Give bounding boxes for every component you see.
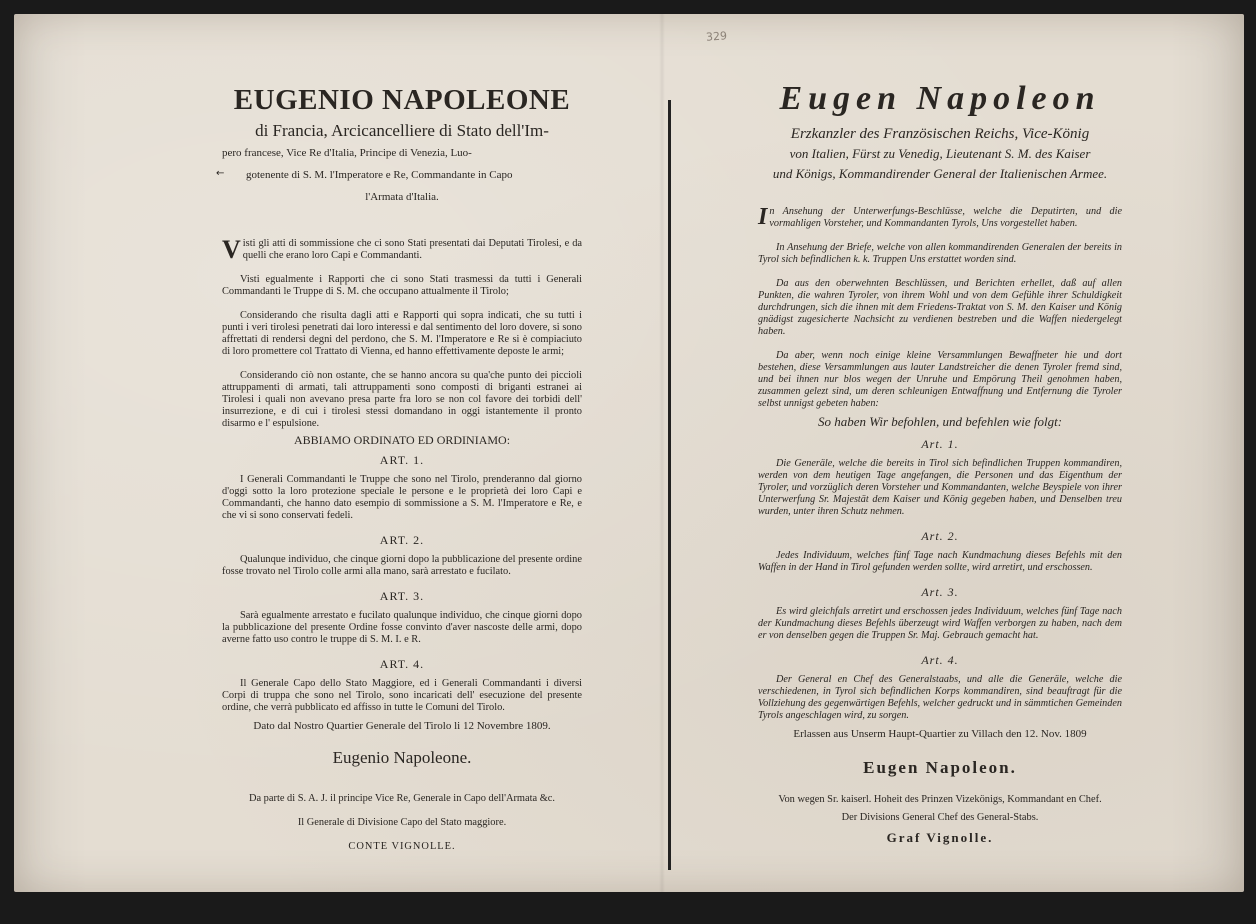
italian-subtitle-2: pero francese, Vice Re d'Italia, Principe di Venezia, Luo-	[222, 147, 472, 159]
german-drop-cap: I	[758, 204, 768, 230]
italian-art-3-heading: ART. 3.	[379, 589, 425, 603]
italian-art-2-text: Qualunque individuo, che cinque giorni dopo la pubblicazione del presente ordine fosse trovato nel Tirolo colle armi alla mano, sarà arrestato e fucilato.	[222, 554, 582, 577]
german-footer-2: Der Divisions General Chef des General-Stabs.	[841, 812, 1039, 823]
italian-art-1-text: I Generali Commandanti le Truppe che sono nel Tirolo, prenderanno dal giorno d'oggi sotto la loro protezione speciale le persone e le proprietà dei loro Capi e Commandanti, che hanno dato esempio di sommissione a S. M. l'Imperatore e Re, e che vi si sono conservati fedeli.	[222, 474, 582, 521]
italian-footer-1: Da parte di S. A. J. il principe Vice Re, Generale in Capo dell'Armata &c.	[248, 793, 556, 804]
german-paragraph-3: Da aus den oberwehnten Beschlüssen, und Berichten erhellet, daß auf allen Punkten, die wahren Tyroler, von ihrem Wohl und von dem Gefühle ihrer Schuldigkeit durchdrungen, sich die ihnen mit dem Friedens-Traktat von S. M. den Kaiser und König gnädigst zugesicherte Nachsicht zu verdienen bestreben und die Waffen niedergelegt haben.	[758, 278, 1122, 337]
german-date-line: Erlassen aus Unserm Haupt-Quartier zu Villach den 12. Nov. 1809	[793, 728, 1087, 740]
italian-art-4-heading: ART. 4.	[379, 657, 425, 671]
german-art-2-heading: Art. 2.	[921, 529, 959, 543]
german-art-4-text: Der General en Chef des Generalstaabs, und alle die Generäle, welche die verschiedenen, in Tyrol sich befindlichen Korps kommandiren, sind beauftragt für die Vollziehung des gegenwärtigen Befehls, welcher gedruckt und in sämmtichen Gemeinden Tyrols angeschlagen wird, zu sorgen.	[758, 674, 1122, 721]
margin-mark-icon: ←	[216, 168, 225, 179]
italian-art-4-text: Il Generale Capo dello Stato Maggiore, ed i Generali Commandanti i diversi Corpi di truppa che sono nel Tirolo, sono incaricati dell' esecuzione del presente ordine, che verrà pubblicato ed affisso in tutte le Comuni del Tirolo.	[222, 678, 582, 713]
german-column	[758, 80, 1122, 846]
german-art-2-text: Jedes Individuum, welches fünf Tage nach Kundmachung dieses Befehls mit den Waffen in der Hand in Tirol gefunden werden sollte, wird arretirt, und erschossen.	[758, 550, 1122, 573]
italian-art-2-heading: ART. 2.	[379, 533, 425, 547]
german-subtitle-2: von Italien, Fürst zu Venedig, Lieutenant S. M. des Kaiser	[789, 146, 1091, 161]
italian-paragraph-1: Visti gli atti di sommissione che ci sono Stati presentati dai Deputati Tirolesi, e da quelli che erano loro Capi e Commandanti.	[222, 235, 582, 264]
italian-art-3-text: Sarà egualmente arrestato e fucilato qualunque individuo, che cinque giorni dopo la pubblicazione del presente Ordine fosse convinto d'aver nascoste delle armi, dopo averne fatto uso contro le truppe di S. M. I. e R.	[222, 610, 582, 645]
italian-title: EUGENIO NAPOLEONE	[233, 84, 571, 116]
italian-subtitle-3: gotenente di S. M. l'Imperatore e Re, Commandante in Capo	[246, 169, 513, 181]
column-divider	[668, 100, 671, 870]
italian-drop-cap: V	[222, 235, 241, 264]
italian-subtitle-rest	[222, 142, 582, 208]
italian-ordered-heading: ABBIAMO ORDINATO ED ORDINIAMO:	[293, 433, 511, 447]
italian-footer-2: Il Generale di Divisione Capo del Stato maggiore.	[297, 817, 507, 828]
italian-subtitle-1: di Francia, Arcicancelliere di Stato dell'Im-	[255, 121, 549, 140]
german-body	[758, 206, 1122, 722]
german-footer-1: Von wegen Sr. kaiserl. Hoheit des Prinzen Vizekönigs, Kommandant en Chef.	[778, 794, 1102, 805]
german-subtitle-3: und Königs, Kommandirender General der Italienischen Armee.	[772, 166, 1108, 181]
german-art-1-heading: Art. 1.	[921, 437, 959, 451]
italian-subtitle-4: l'Armata d'Italia.	[365, 191, 439, 203]
italian-body	[222, 235, 582, 714]
italian-paragraph-3: Considerando che risulta dagli atti e Rapporti qui sopra indicati, che su tutti i punti i veri tirolesi penetrati dai loro interessi e dal sentimento del loro dovere, si sono affrettati di rendersi degni del perdono, che S. M. l'Imperatore e Re si è compiaciuto di loro promettere col Trattato di Vienna, ed hanno effettivamente deposte le armi;	[222, 310, 582, 357]
german-art-4-heading: Art. 4.	[921, 653, 959, 667]
german-signature: Eugen Napoleon.	[863, 758, 1017, 777]
german-footer-3: Graf Vignolle.	[886, 830, 994, 845]
german-paragraph-4: Da aber, wenn noch einige kleine Versammlungen Bewaffneter hie und dort bestehen, diese Versammlungen aus lauter Landstreicher die denen Tyroler fremd sind, und bei ihnen nur blos wegen der Unruhe und Empörung Theil genohmen haben, zusammen gelezt sind, um deren schleunigen Entwaffnung und Entfernung die Tyroler selbst unnigst gebeten haben:	[758, 350, 1122, 409]
archive-number: 329	[705, 29, 728, 44]
german-paragraph-2: In Ansehung der Briefe, welche von allen kommandirenden Generalen der bereits in Tyrol sich befindlichen k. k. Truppen Uns erstattet worden sind.	[758, 242, 1122, 265]
german-title: Eugen Napoleon	[779, 80, 1101, 117]
german-art-1-text: Die Generäle, welche die bereits in Tirol sich befindlichen Truppen kommandiren, werden von dem heutigen Tage angefangen, die Personen und das Eigenthum der Tyroler, und vorzüglich deren Vorsteher und Kommandanten, welche Beyspiele von ihrer Unterwerfung Sr. Majestät dem Kaiser und König gegeben haben, und Denselben treu wurden, unter ihren Schutz nehmen.	[758, 458, 1122, 517]
italian-footer-3: CONTE VIGNOLLE.	[348, 841, 456, 852]
german-subtitle-1: Erzkanzler des Französischen Reichs, Vice-König	[790, 126, 1090, 142]
german-ordered-heading: So haben Wir befohlen, und befehlen wie folgt:	[817, 414, 1063, 429]
italian-paragraph-4: Considerando ciò non ostante, che se hanno ancora su qua'che punto dei piccioli attruppamenti di armati, tali attruppamenti sono composti di briganti estranei ai Tirolesi i quali non avevano presa parte fra loro se non col favore dei torbidi dell' insurrezione, e di cui i tirolesi stessi domandano in oggi istantemente il pronto disarmo e l' espulsione.	[222, 370, 582, 429]
italian-signature: Eugenio Napoleone.	[332, 748, 472, 767]
italian-paragraph-2: Visti egualmente i Rapporti che ci sono Stati trasmessi da tutti i Generali Commandanti le Truppe di S. M. che occupano attualmente il Tirolo;	[222, 274, 582, 297]
italian-column	[222, 80, 582, 864]
italian-art-1-heading: ART. 1.	[379, 453, 425, 467]
german-art-3-text: Es wird gleichfals arretirt und erschossen jedes Individuum, welches fünf Tage nach der Kundmachung dieses Befehls überzeugt wird Waffen verborgen zu haben, nach dem er von denselben gegen die Truppen Sr. Maj. Gebrauch gemacht hat.	[758, 606, 1122, 641]
page-fold	[659, 14, 665, 892]
italian-date-line: Dato dal Nostro Quartier Generale del Tirolo li 12 Novembre 1809.	[253, 720, 551, 732]
german-art-3-heading: Art. 3.	[921, 585, 959, 599]
german-paragraph-1: In Ansehung der Unterwerfungs-Beschlüsse, welche die Deputirten, und die vormahligen Vorsteher, und Kommandanten Tyrols, Uns vorgestellet haben.	[758, 204, 1122, 230]
